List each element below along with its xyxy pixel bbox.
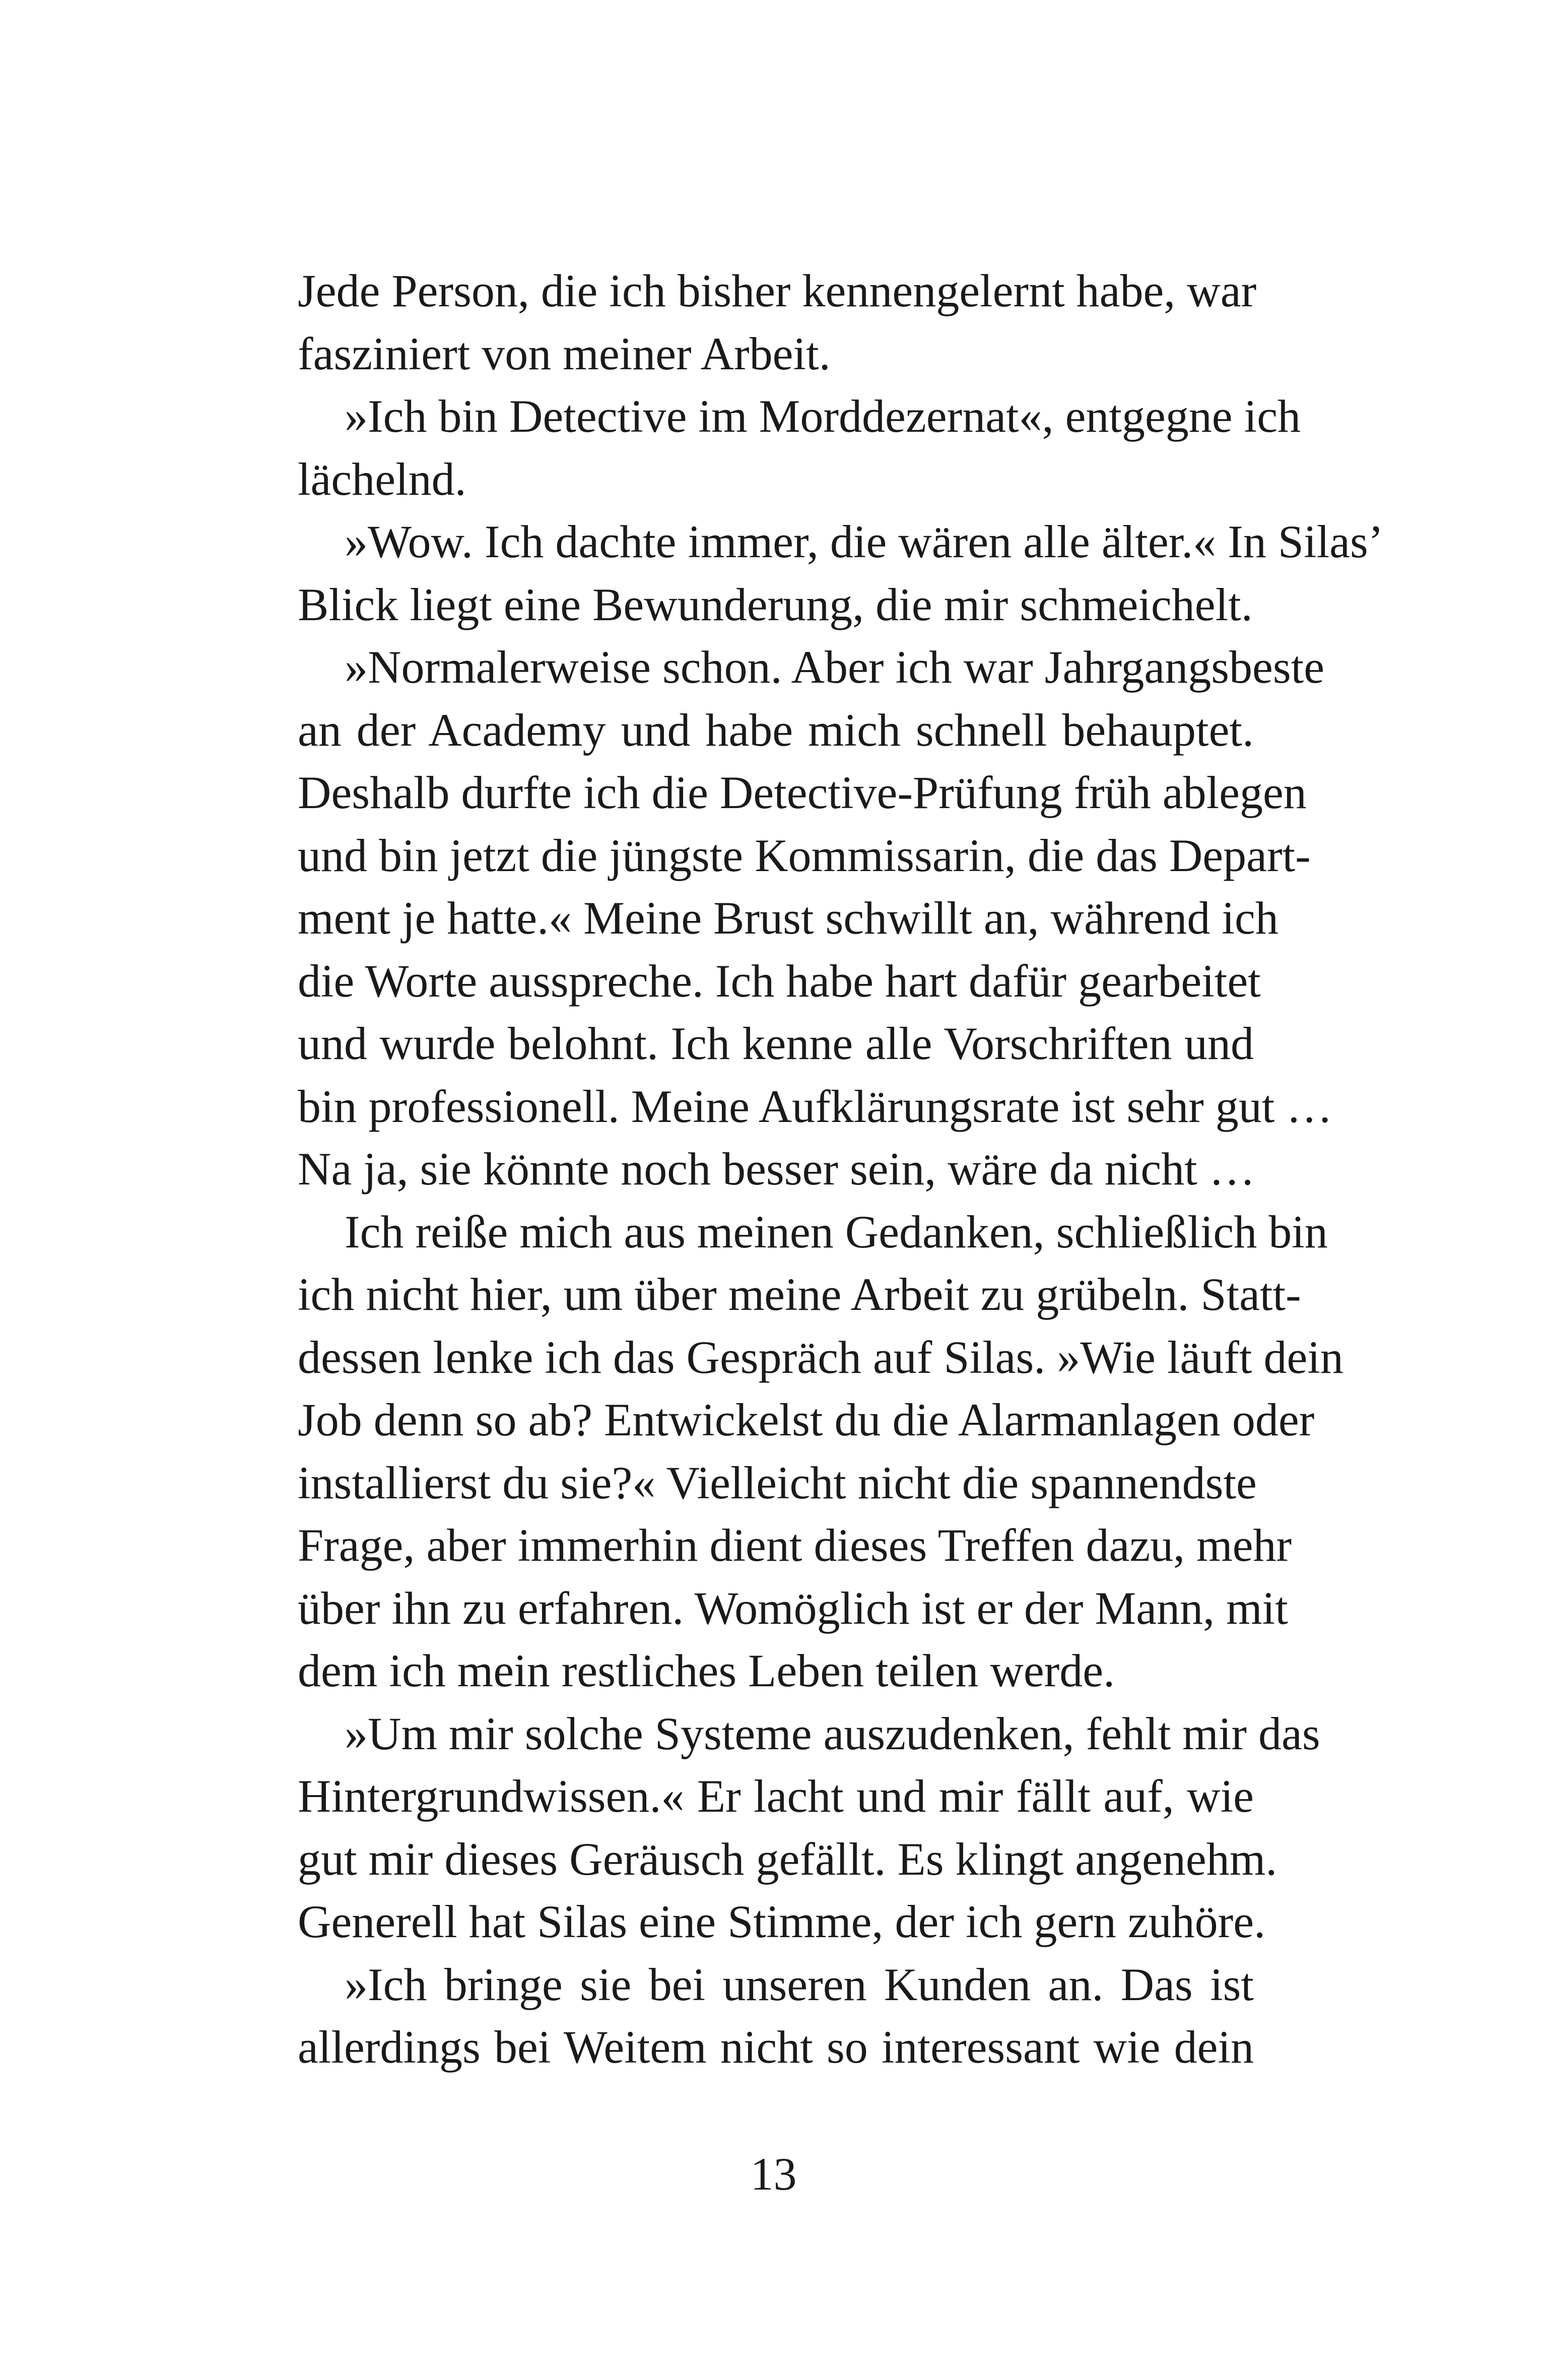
text-line: »Normalerweise schon. Aber ich war Jahrgangsbeste — [345, 641, 1325, 693]
text-line: ich nicht hier, um über meine Arbeit zu grübeln. Statt- — [298, 1269, 1301, 1320]
body-text — [298, 259, 1384, 2079]
text-line: und wurde belohnt. Ich kenne alle Vorschriften und — [298, 1018, 1254, 1069]
page-number: 13 — [750, 2148, 797, 2200]
text-line: gut mir dieses Geräusch gefällt. Es klingt angenehm. — [298, 1833, 1277, 1885]
text-line: allerdings bei Weitem nicht so interessant wie dein — [298, 2021, 1254, 2073]
text-line: Hintergrundwissen.« Er lacht und mir fällt auf, wie — [298, 1770, 1254, 1822]
text-line: und bin jetzt die jüngste Kommissarin, die das Depart- — [298, 829, 1311, 881]
text-line: Generell hat Silas eine Stimme, der ich gern zuhöre. — [298, 1896, 1266, 1947]
text-line: Jede Person, die ich bisher kennengelernt habe, war — [298, 265, 1257, 316]
text-line: »Wow. Ich dachte immer, die wären alle älter.« In Silas’ — [345, 516, 1384, 567]
text-line: »Ich bringe sie bei unseren Kunden an. Das ist — [345, 1958, 1254, 2010]
text-line: dessen lenke ich das Gespräch auf Silas. »Wie läuft dein — [298, 1331, 1343, 1383]
text-line: installierst du sie?« Vielleicht nicht die spannendste — [298, 1457, 1257, 1508]
text-line: an der Academy und habe mich schnell behauptet. — [298, 704, 1254, 756]
text-line: Ich reiße mich aus meinen Gedanken, schließlich bin — [345, 1206, 1328, 1258]
text-line: »Ich bin Detective im Morddezernat«, entgegne ich — [345, 390, 1301, 442]
text-line: dem ich mein restliches Leben teilen werde. — [298, 1645, 1115, 1696]
text-line: Blick liegt eine Bewunderung, die mir schmeichelt. — [298, 578, 1253, 630]
text-line: »Um mir solche Systeme auszudenken, fehlt mir das — [345, 1707, 1320, 1759]
text-line: Deshalb durfte ich die Detective-Prüfung früh ablegen — [298, 767, 1307, 818]
text-line: fasziniert von meiner Arbeit. — [298, 327, 831, 379]
text-line: Na ja, sie könnte noch besser sein, wäre da nicht … — [298, 1143, 1255, 1195]
text-line: ment je hatte.« Meine Brust schwillt an, während ich — [298, 892, 1279, 944]
text-line: lächelnd. — [298, 453, 466, 505]
text-line: Job denn so ab? Entwickelst du die Alarmanlagen oder — [298, 1394, 1315, 1445]
text-line: bin professionell. Meine Aufklärungsrate ist sehr gut … — [298, 1080, 1333, 1132]
text-line: die Worte ausspreche. Ich habe hart dafür gearbeitet — [298, 955, 1261, 1007]
text-line: Frage, aber immerhin dient dieses Treffen dazu, mehr — [298, 1519, 1292, 1571]
text-line: über ihn zu erfahren. Womöglich ist er der Mann, mit — [298, 1582, 1288, 1634]
